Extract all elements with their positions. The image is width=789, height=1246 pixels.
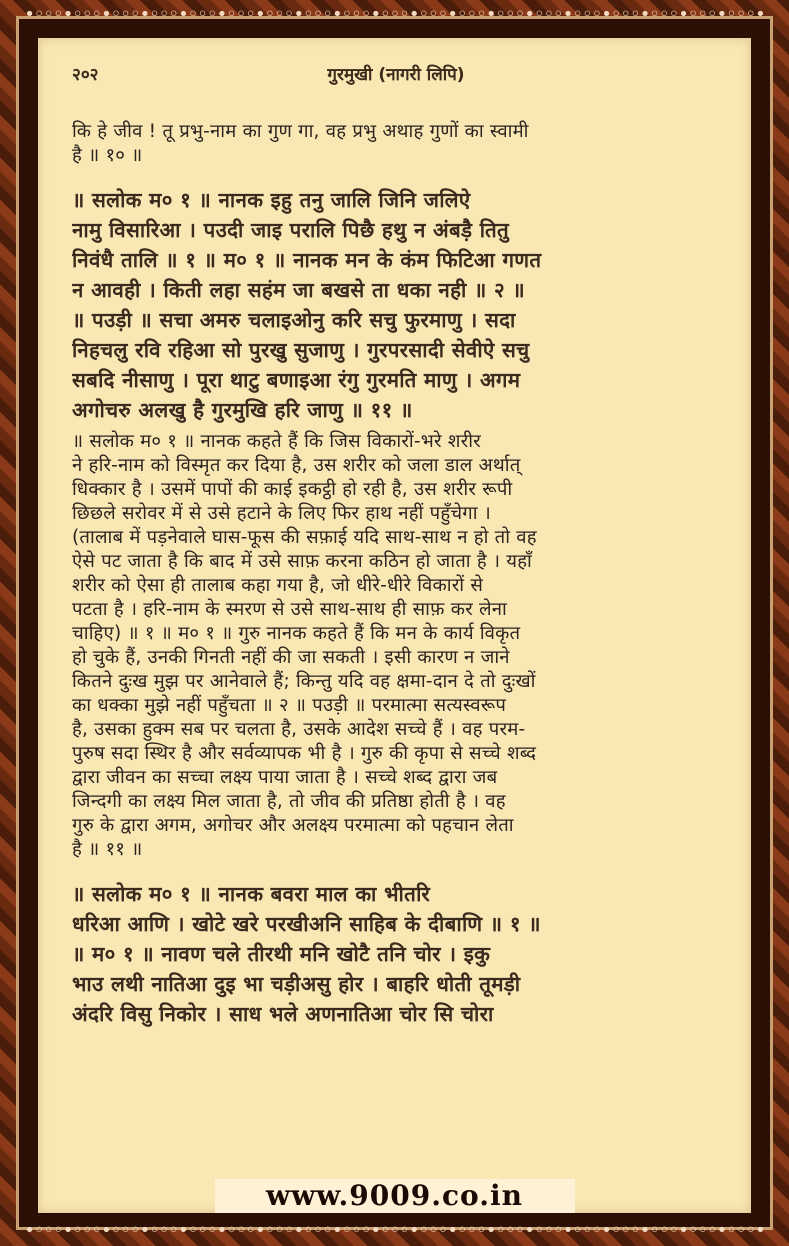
text-line: हो चुके हैं, उनकी गिनती नहीं की जा सकती । इसी कारण न जाने [72,647,510,668]
text-line: सबदि नीसाणु । पूरा थाटु बणाइआ रंगु गुरमति माणु । अगम [72,368,521,392]
text-line: नामु विसारिआ । पउदी जाइ परालि पिछै हथु न अंबड़ै तितु [72,218,510,242]
text-line: द्वारा जीवन का सच्चा लक्ष्य पाया जाता है । सच्चे शब्द द्वारा जब [72,767,498,788]
text-line: है ॥ १० ॥ [72,145,143,166]
text-line: है, उसका हुक्म सब पर चलता है, उसके आदेश सच्चे हैं । वह परम- [72,719,526,740]
text-line: धिक्कार है । उसमें पापों की काई इकट्ठी हो रही है, उस शरीर रूपी [72,479,513,500]
text-line: कि हे जीव ! तू प्रभु-नाम का गुण गा, वह प्रभु अथाह गुणों का स्वामी [72,121,529,142]
chain-border-bottom: •◦◦◦•◦◦◦•◦◦◦•◦◦◦•◦◦◦•◦◦◦•◦◦◦•◦◦◦•◦◦◦•◦◦◦•◦◦◦•◦◦◦•◦◦◦•◦◦◦•◦◦◦•◦◦◦•◦◦◦•◦◦◦•◦◦◦• [24,1220,765,1241]
page-title: गुरमुखी (नागरी लिपि) [327,65,465,85]
text-line: (तालाब में पड़नेवाले घास-फूस की सफ़ाई यदि साथ-साथ न हो तो वह [72,527,537,548]
text-line: चाहिए) ॥ १ ॥ म० १ ॥ गुरु नानक कहते हैं कि मन के कार्य विकृत [72,623,521,644]
text-line: निवंधै तालि ॥ १ ॥ म० १ ॥ नानक मन के कंम फिटिआ गणत [72,248,542,272]
text-line: का धक्का मुझे नहीं पहुँचता ॥ २ ॥ पउड़ी ॥ परमात्मा सत्यस्वरूप [72,695,507,716]
page-text [38,38,751,1213]
page-number: २०२ [72,65,99,85]
text-line: अंदरि विसु निकोर । साध भले अणनातिआ चोर सि चोरा [72,1002,494,1026]
text-line: गुरु के द्वारा अगम, अगोचर और अलक्ष्य परमात्मा को पहचान लेता [72,815,514,836]
text-line: पटता है । हरि-नाम के स्मरण से उसे साथ-साथ ही साफ़ कर लेना [72,599,507,620]
chain-border-top: •◦◦◦•◦◦◦•◦◦◦•◦◦◦•◦◦◦•◦◦◦•◦◦◦•◦◦◦•◦◦◦•◦◦◦•◦◦◦•◦◦◦•◦◦◦•◦◦◦•◦◦◦•◦◦◦•◦◦◦•◦◦◦•◦◦◦• [24,4,765,25]
text-line: धरिआ आणि । खोटे खरे परखीअनि साहिब के दीबाणि ॥ १ ॥ [72,912,541,936]
text-line: अगोचरु अलखु है गुरमुखि हरि जाणु ॥ ११ ॥ [72,398,413,422]
text-line: ॥ सलोक म० १ ॥ नानक बवरा माल का भीतरि [72,882,431,906]
text-line: निहचलु रवि रहिआ सो पुरखु सुजाणु । गुरपरसादी सेवीऐ सचु [72,338,530,362]
text-line: शरीर को ऐसा ही तालाब कहा गया है, जो धीरे-धीरे विकारों से [72,575,484,596]
text-line: न आवही । किती लहा सहंम जा बखसे ता धका नही ॥ २ ॥ [72,278,526,302]
text-line: छिछले सरोवर में से उसे हटाने के लिए फिर हाथ नहीं पहुँचेगा । [72,503,491,524]
text-line: ॥ सलोक म० १ ॥ नानक इहु तनु जालि जिनि जलिऐ [72,188,471,212]
text-line: पुरुष सदा स्थिर है और सर्वव्यापक भी है । गुरु की कृपा से सच्चे शब्द [72,743,537,764]
website-footer[interactable]: www.9009.co.in [215,1179,575,1213]
text-line: ने हरि-नाम को विस्मृत कर दिया है, उस शरीर को जला डाल अर्थात् [72,455,521,476]
text-line: ॥ सलोक म० १ ॥ नानक कहते हैं कि जिस विकारों-भरे शरीर [72,431,481,452]
text-line: ऐसे पट जाता है कि बाद में उसे साफ़ करना कठिन हो जाता है । यहाँ [72,551,533,572]
text-line: जिन्दगी का लक्ष्य मिल जाता है, तो जीव की प्रतिष्ठा होती है । वह [72,791,506,812]
text-line: ॥ पउड़ी ॥ सचा अमरु चलाइओनु करि सचु फुरमाणु । सदा [72,308,516,332]
book-page [38,38,751,1213]
text-line: है ॥ ११ ॥ [72,839,143,860]
text-line: भाउ लथी नातिआ दुइ भा चड़ीअसु होर । बाहरि धोती तूमड़ी [72,972,521,996]
text-line: ॥ म० १ ॥ नावण चले तीरथी मनि खोटै तनि चोर । इकु [72,942,491,966]
text-line: कितने दुःख मुझ पर आनेवाले हैं; किन्तु यदि वह क्षमा-दान दे तो दुःखों [72,671,536,692]
